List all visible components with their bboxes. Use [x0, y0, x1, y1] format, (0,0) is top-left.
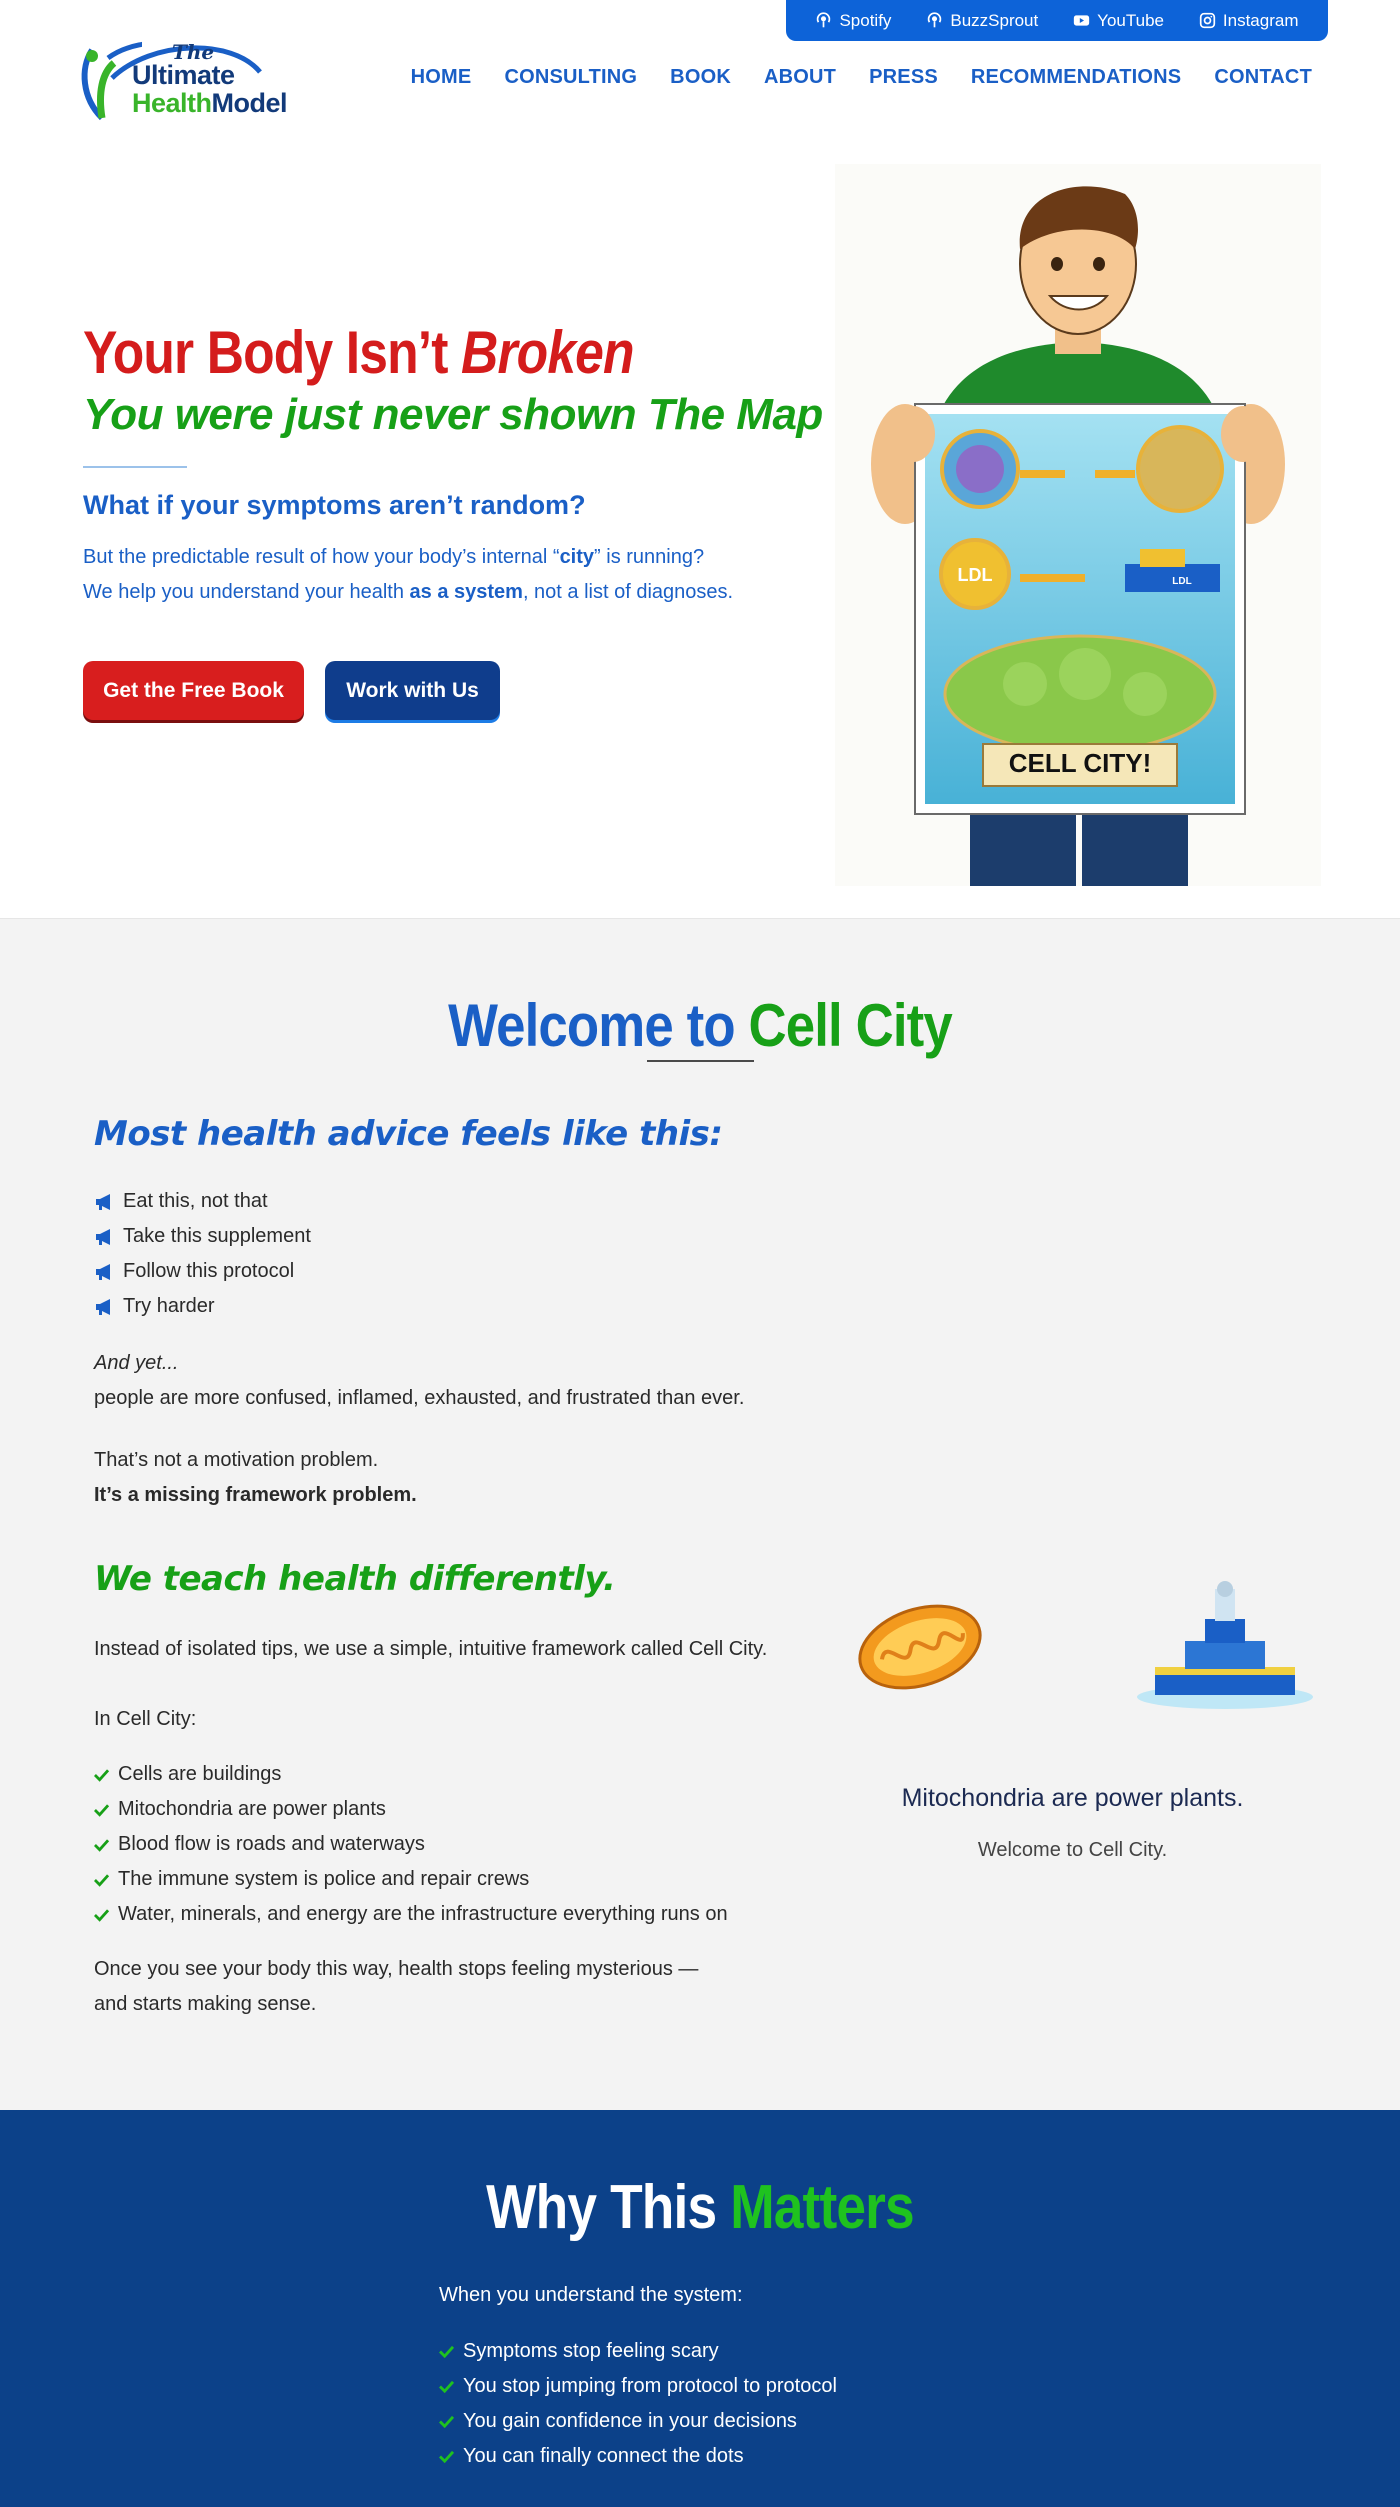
why-item: Symptoms stop feeling scary: [463, 2340, 719, 2362]
advice-item: Take this supplement: [123, 1225, 311, 1247]
list-item: [94, 1897, 728, 1932]
hero-question: What if your symptoms aren’t random?: [83, 490, 586, 520]
instagram-link[interactable]: [1199, 11, 1299, 31]
list-item: [94, 1862, 728, 1897]
hero-p1b: city: [559, 546, 595, 568]
megaphone-icon: [94, 1298, 114, 1316]
logo-health: Health: [132, 88, 212, 118]
list-item: [94, 1254, 311, 1289]
buzzsprout-label: BuzzSprout: [950, 10, 1039, 30]
welcome-title-b: Cell City: [748, 992, 952, 1059]
list-item: [94, 1792, 728, 1827]
hero-p2a: We help you understand your health: [83, 581, 410, 603]
advice-item: Try harder: [123, 1295, 215, 1317]
nav-contact[interactable]: CONTACT: [1214, 66, 1312, 88]
hero-title-a: Your Body Isn’t: [83, 319, 462, 386]
poster-cell-city-label: CELL CITY!: [1008, 748, 1152, 778]
motivation-text: That’s not a motivation problem.: [94, 1449, 379, 1471]
advice-heading: Most health advice feels like this:: [94, 1114, 723, 1154]
list-item: [439, 2439, 837, 2474]
nav-about[interactable]: ABOUT: [763, 66, 837, 88]
illustration-caption: Mitochondria are power plants.: [901, 1784, 1244, 1812]
hero-line-2: [83, 575, 803, 610]
why-title: [98, 2172, 1302, 2243]
work-with-us-button[interactable]: Work with Us: [325, 661, 500, 720]
megaphone-icon: [94, 1228, 114, 1246]
instagram-icon: [1199, 12, 1216, 29]
nav-consulting[interactable]: CONSULTING: [504, 66, 638, 88]
and-yet-paragraph: [94, 1346, 814, 1416]
list-item: [94, 1219, 311, 1254]
hero-subtitle: You were just never shown The Map: [83, 390, 823, 439]
closing-paragraph: [94, 1952, 814, 2022]
instagram-label: Instagram: [1222, 10, 1299, 30]
list-item: [94, 1184, 311, 1219]
mitochondria-icon: [855, 1592, 991, 1703]
check-icon: [439, 2450, 454, 2463]
point-item: The immune system is police and repair crews: [118, 1868, 530, 1890]
advice-list: [94, 1184, 311, 1324]
point-item: Cells are buildings: [118, 1763, 282, 1785]
and-yet-rest: people are more confused, inflamed, exhausted, and frustrated than ever.: [94, 1387, 745, 1409]
list-item: [439, 2369, 837, 2404]
welcome-section: [0, 918, 1400, 2110]
advice-item: Eat this, not that: [123, 1190, 268, 1212]
logo-ultimate: Ultimate: [132, 60, 235, 90]
mitochondria-powerplant-illustration: [855, 1579, 1325, 1719]
check-icon: [94, 1871, 109, 1889]
hero-line-1: [83, 540, 803, 575]
list-item: [94, 1757, 728, 1792]
teach-heading: We teach health differently.: [94, 1559, 616, 1599]
megaphone-icon: [94, 1193, 114, 1211]
welcome-title: [84, 991, 1316, 1060]
logo-model: Model: [211, 88, 288, 118]
check-icon: [94, 1836, 109, 1854]
why-matters-section: [0, 2110, 1400, 2507]
why-lead: When you understand the system:: [439, 2284, 743, 2306]
welcome-title-a: Welcome to: [448, 992, 749, 1059]
intro-paragraph: Instead of isolated tips, we use a simple, intuitive framework called Cell City.: [94, 1638, 768, 1660]
point-item: Blood flow is roads and waterways: [118, 1833, 425, 1855]
spotify-link[interactable]: [815, 11, 891, 31]
nav-recommendations[interactable]: RECOMMENDATIONS: [970, 66, 1182, 88]
check-icon: [94, 1766, 109, 1784]
main-nav: [411, 66, 1312, 89]
check-icon: [439, 2415, 454, 2428]
power-plant-icon: [1137, 1581, 1313, 1709]
megaphone-icon: [94, 1263, 114, 1281]
hero-p2c: , not a list of diagnoses.: [522, 581, 734, 603]
advice-item: Follow this protocol: [123, 1260, 295, 1282]
welcome-divider: [647, 1060, 754, 1062]
why-item: You can finally connect the dots: [463, 2445, 744, 2467]
spotify-label: Spotify: [839, 10, 892, 30]
point-item: Mitochondria are power plants: [118, 1798, 386, 1820]
hero-description: [83, 540, 803, 610]
hero-title: [83, 318, 634, 387]
and-yet-text: And yet...: [94, 1352, 179, 1374]
site-logo[interactable]: [72, 38, 292, 124]
in-cell-city-label: In Cell City:: [94, 1708, 197, 1730]
closing-line-1: Once you see your body this way, health stops feeling mysterious —: [94, 1958, 699, 1980]
list-item: [439, 2334, 837, 2369]
point-item: Water, minerals, and energy are the infrastructure everything runs on: [118, 1903, 728, 1925]
nav-book[interactable]: BOOK: [670, 66, 731, 88]
hero-p1c: ” is running?: [594, 546, 705, 568]
list-item: [439, 2404, 837, 2439]
logo-healthmodel: [132, 88, 287, 119]
check-icon: [94, 1801, 109, 1819]
youtube-link[interactable]: [1073, 11, 1164, 31]
why-item: You gain confidence in your decisions: [463, 2410, 797, 2432]
youtube-icon: [1073, 12, 1090, 29]
poster-ldl-text: LDL: [957, 565, 993, 585]
buzzsprout-link[interactable]: [926, 11, 1038, 31]
check-icon: [439, 2380, 454, 2393]
check-icon: [439, 2345, 454, 2358]
why-title-a: Why This: [486, 2173, 731, 2242]
why-list: [439, 2334, 837, 2474]
nav-home[interactable]: HOME: [410, 66, 472, 88]
check-icon: [94, 1906, 109, 1924]
podcast-icon: [926, 12, 943, 29]
logo-the: The: [172, 40, 215, 64]
why-item: You stop jumping from protocol to protocol: [463, 2375, 837, 2397]
motivation-paragraph: [94, 1443, 814, 1513]
podcast-icon: [815, 12, 832, 29]
nav-press[interactable]: PRESS: [869, 66, 938, 88]
list-item: [94, 1827, 728, 1862]
youtube-label: YouTube: [1097, 10, 1164, 30]
illustration-subcaption: Welcome to Cell City.: [977, 1839, 1168, 1861]
poster-ldl-small-text: LDL: [1172, 576, 1192, 587]
get-free-book-button[interactable]: Get the Free Book: [83, 661, 304, 720]
hero-title-b: Broken: [461, 319, 634, 386]
framework-text: It’s a missing framework problem.: [94, 1484, 417, 1506]
hero-p2b: as a system: [409, 581, 523, 603]
cell-city-poster-illustration: [835, 164, 1321, 886]
hero-divider: [83, 466, 187, 468]
social-bar: [786, 0, 1328, 41]
why-title-b: Matters: [730, 2173, 914, 2242]
cell-city-points: [94, 1757, 728, 1932]
hero-p1a: But the predictable result of how your body’s internal “: [83, 546, 560, 568]
closing-line-2: and starts making sense.: [94, 1993, 317, 2015]
list-item: [94, 1289, 311, 1324]
